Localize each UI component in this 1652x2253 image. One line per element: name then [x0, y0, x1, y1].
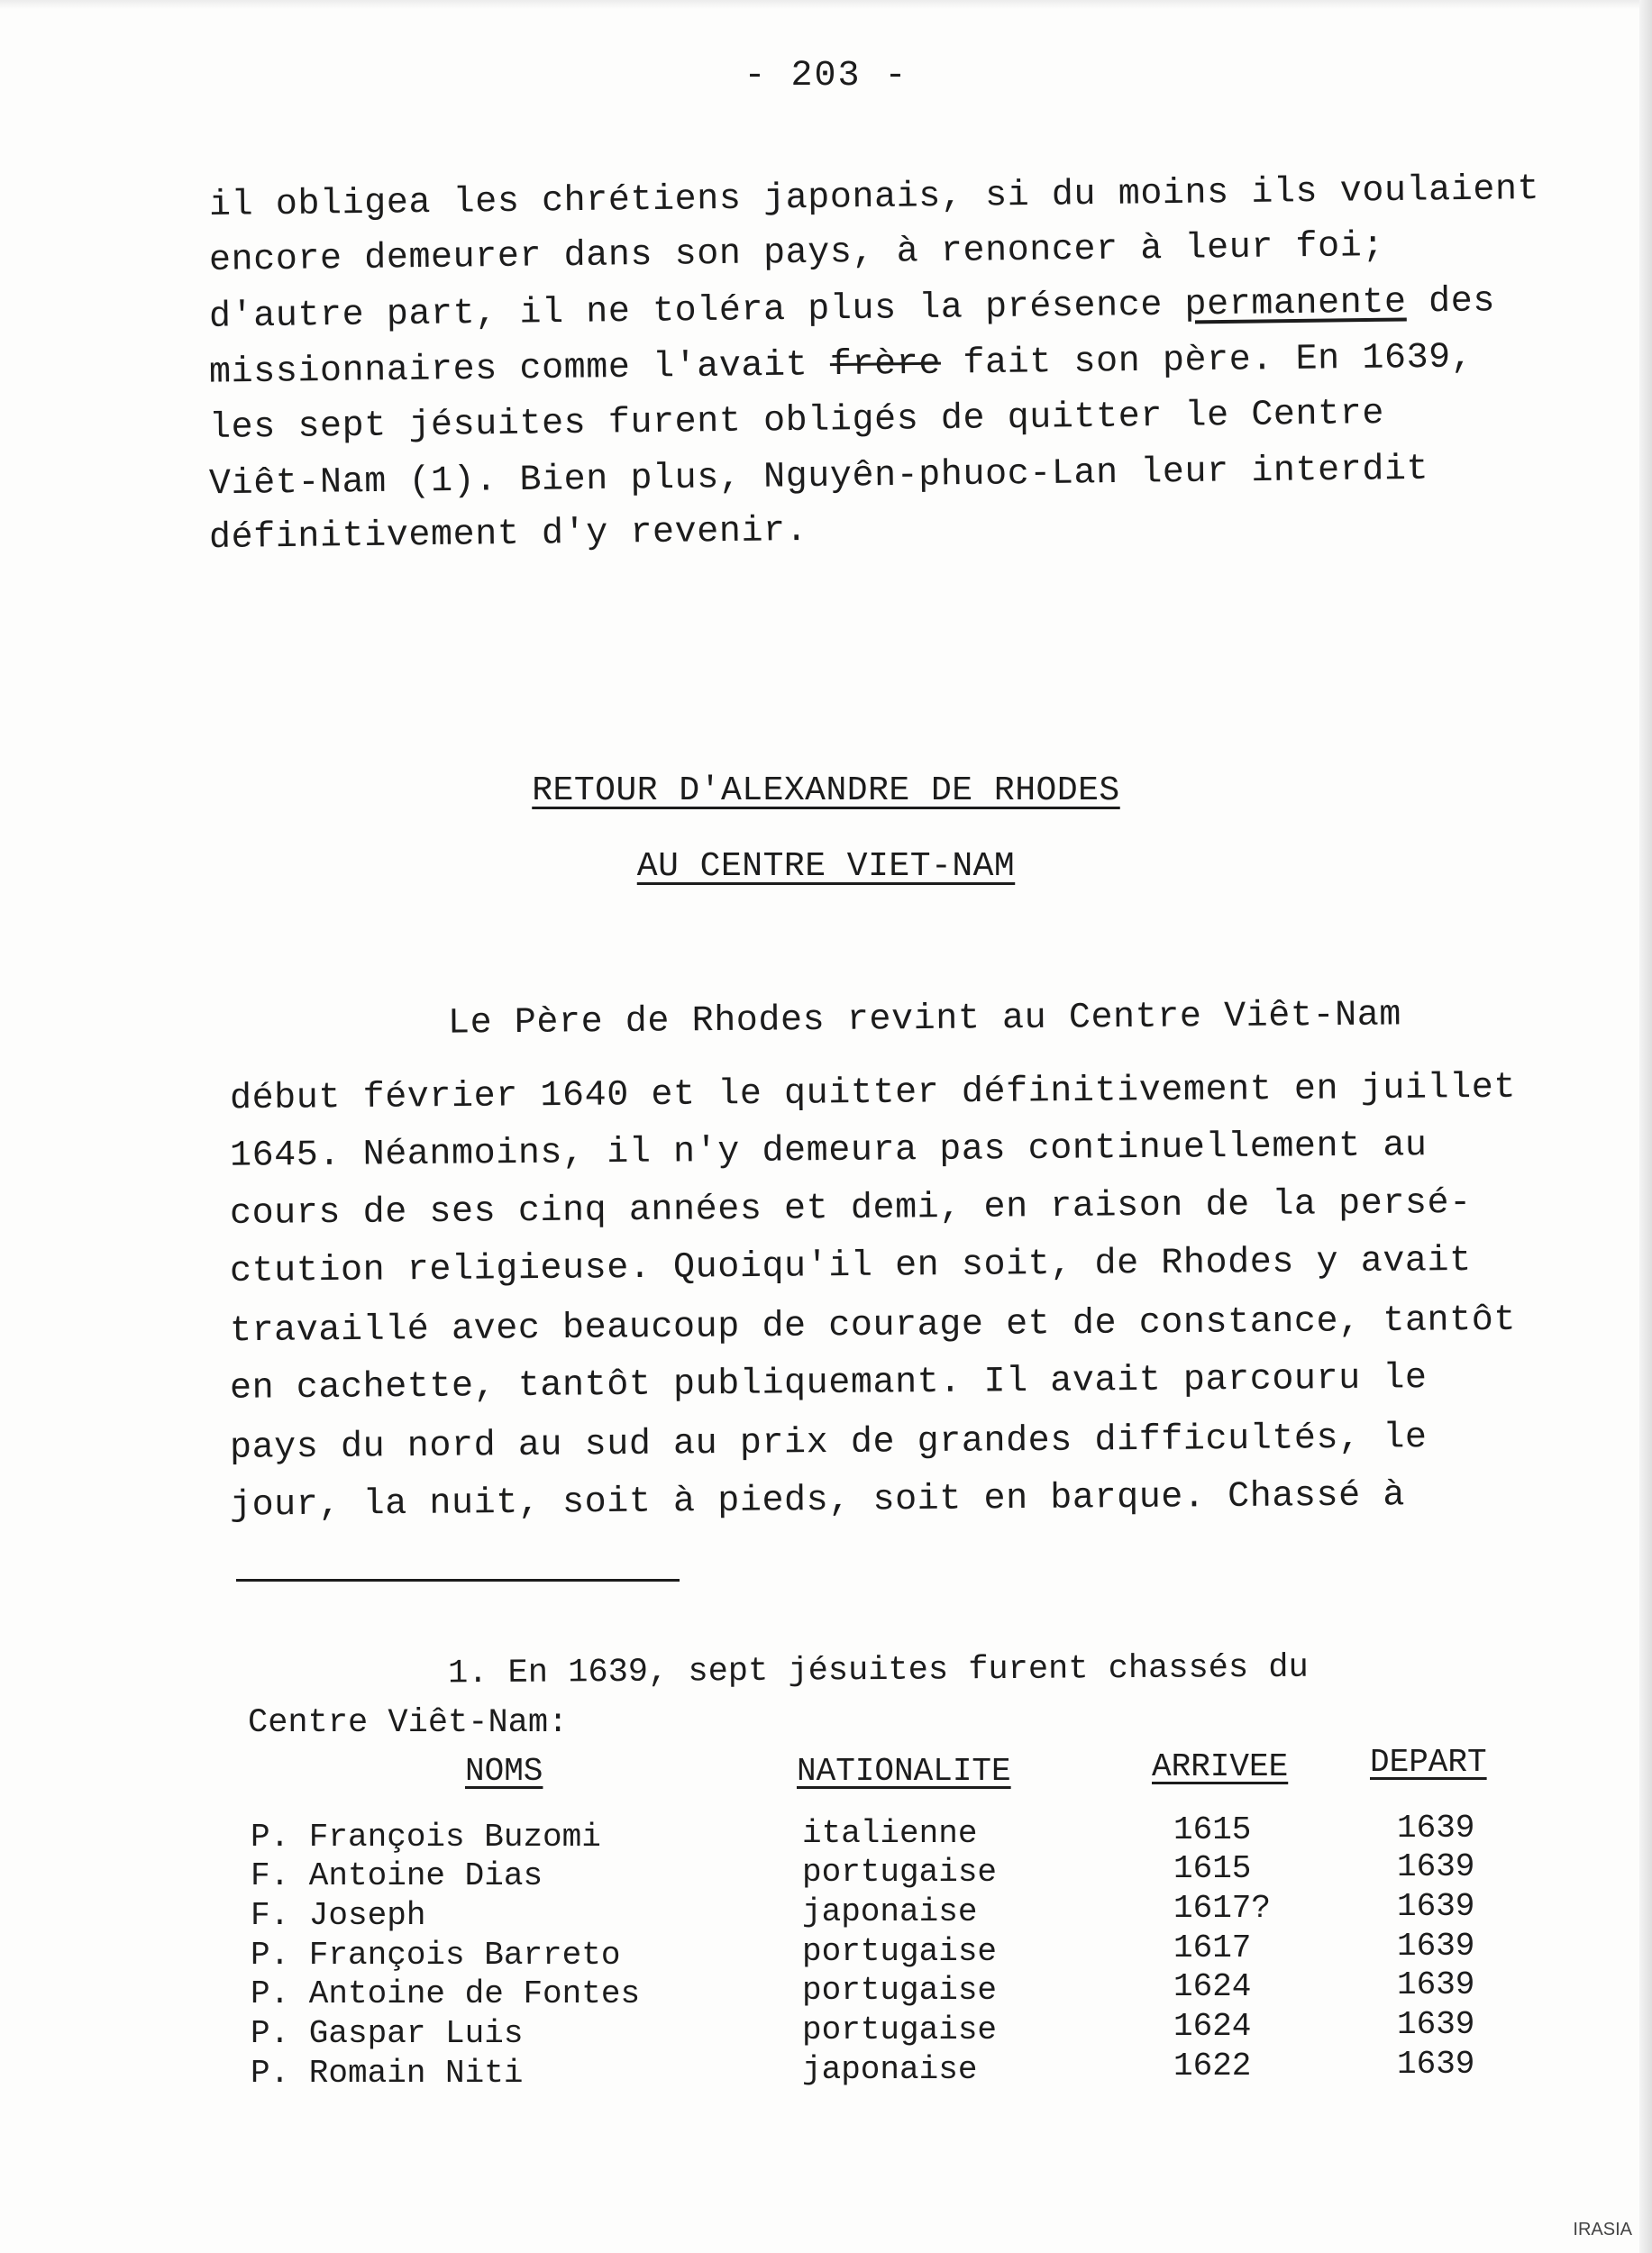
- cell-name: P. François Buzomi: [251, 1819, 601, 1856]
- page-top-shadow: [0, 0, 1652, 9]
- watermark-label: IRASIA: [1573, 2220, 1632, 2239]
- paragraph1-line: il obligea les chrétiens japonais, si du moins ils voulaient: [208, 169, 1540, 227]
- cell-arrival: 1624: [1173, 2008, 1252, 2045]
- footnote-line: 1. En 1639, sept jésuites furent chassés du: [447, 1648, 1309, 1693]
- column-header-nationalite: NATIONALITE: [797, 1753, 1011, 1790]
- paragraph2-line: 1645. Néanmoins, il n'y demeura pas continuellement au: [229, 1126, 1428, 1177]
- cell-arrival: 1617: [1173, 1929, 1252, 1966]
- cell-arrival: 1617?: [1173, 1890, 1272, 1927]
- cell-name: P. François Barreto: [251, 1937, 621, 1974]
- paragraph2-line: Le Père de Rhodes revint au Centre Viêt-Nam: [447, 995, 1402, 1044]
- paragraph1-line-start: d'autre part, il ne toléra plus la présence: [208, 285, 1185, 338]
- paragraph1-line: définitivement d'y revenir.: [208, 510, 808, 560]
- paragraph1-line-start: missionnaires comme l'avait: [208, 345, 831, 394]
- cell-nationality: portugaise: [802, 1972, 998, 2009]
- paragraph1-line-end: des: [1406, 281, 1496, 324]
- paragraph2-line: cours de ses cinq années et demi, en raison de la persé-: [229, 1182, 1472, 1236]
- paragraph2-line: pays du nord au sud au prix de grandes difficultés, le: [229, 1418, 1428, 1469]
- cell-arrival: 1622: [1173, 2048, 1252, 2084]
- cell-name: P. Gaspar Luis: [251, 2015, 524, 2052]
- cell-name: F. Joseph: [251, 1897, 426, 1934]
- cell-departure: 1639: [1397, 1810, 1475, 1847]
- section-heading: [0, 771, 1652, 810]
- table-row: [0, 2046, 1652, 2093]
- cell-nationality: portugaise: [802, 1933, 998, 1970]
- paragraph2-line: jour, la nuit, soit à pieds, soit en barque. Chassé à: [229, 1475, 1406, 1527]
- column-header-noms: NOMS: [465, 1753, 543, 1790]
- cell-departure: 1639: [1397, 1888, 1475, 1925]
- cell-name: F. Antoine Dias: [251, 1857, 543, 1894]
- paragraph1-line-end: fait son père. En 1639,: [940, 337, 1474, 385]
- cell-nationality: italienne: [802, 1815, 978, 1852]
- cell-nationality: portugaise: [802, 2011, 998, 2048]
- section-heading-line1: RETOUR D'ALEXANDRE DE RHODES: [532, 771, 1120, 810]
- cell-name: P. Antoine de Fontes: [251, 1975, 641, 2012]
- paragraph1-line: Viêt-Nam (1). Bien plus, Nguyên-phuoc-Lan leur interdit: [208, 449, 1429, 506]
- paragraph2-line: début février 1640 et le quitter définitivement en juillet: [229, 1067, 1517, 1120]
- paragraph2-line: travaillé avec beaucoup de courage et de constance, tantôt: [229, 1300, 1517, 1353]
- cell-departure: 1639: [1397, 1966, 1475, 2003]
- cell-nationality: portugaise: [802, 1854, 998, 1891]
- paragraph2-line: en cachette, tantôt publiquemant. Il avait parcouru le: [229, 1358, 1428, 1409]
- cell-arrival: 1624: [1173, 1968, 1252, 2005]
- cell-nationality: japonaise: [802, 2051, 978, 2088]
- underlined-word: permanente: [1184, 282, 1407, 326]
- cell-departure: 1639: [1397, 1848, 1475, 1885]
- paragraph1-line: [209, 280, 1496, 339]
- footnote-separator: [236, 1579, 680, 1582]
- paragraph2-line: ctution religieuse. Quoiqu'il en soit, de Rhodes y avait: [229, 1240, 1472, 1293]
- paragraph1-line: encore demeurer dans son pays, à renoncer à leur foi;: [208, 226, 1385, 281]
- struck-word: frère: [829, 343, 942, 387]
- page-number: - 203 -: [744, 56, 908, 96]
- cell-departure: 1639: [1397, 1928, 1475, 1965]
- cell-name: P. Romain Niti: [251, 2055, 524, 2092]
- paragraph1-line: les sept jésuites furent obligés de quitter le Centre: [208, 394, 1385, 449]
- cell-arrival: 1615: [1173, 1850, 1252, 1887]
- column-header-depart: DEPART: [1370, 1744, 1487, 1781]
- cell-departure: 1639: [1397, 2046, 1475, 2083]
- paragraph1-line: [209, 336, 1474, 395]
- cell-departure: 1639: [1397, 2006, 1475, 2043]
- section-heading-line2: AU CENTRE VIET-NAM: [636, 847, 1016, 886]
- cell-nationality: japonaise: [802, 1893, 978, 1930]
- cell-arrival: 1615: [1173, 1811, 1252, 1848]
- footnote-line: Centre Viêt-Nam:: [248, 1704, 569, 1742]
- section-heading: [0, 847, 1652, 886]
- column-header-arrivee: ARRIVEE: [1152, 1748, 1289, 1785]
